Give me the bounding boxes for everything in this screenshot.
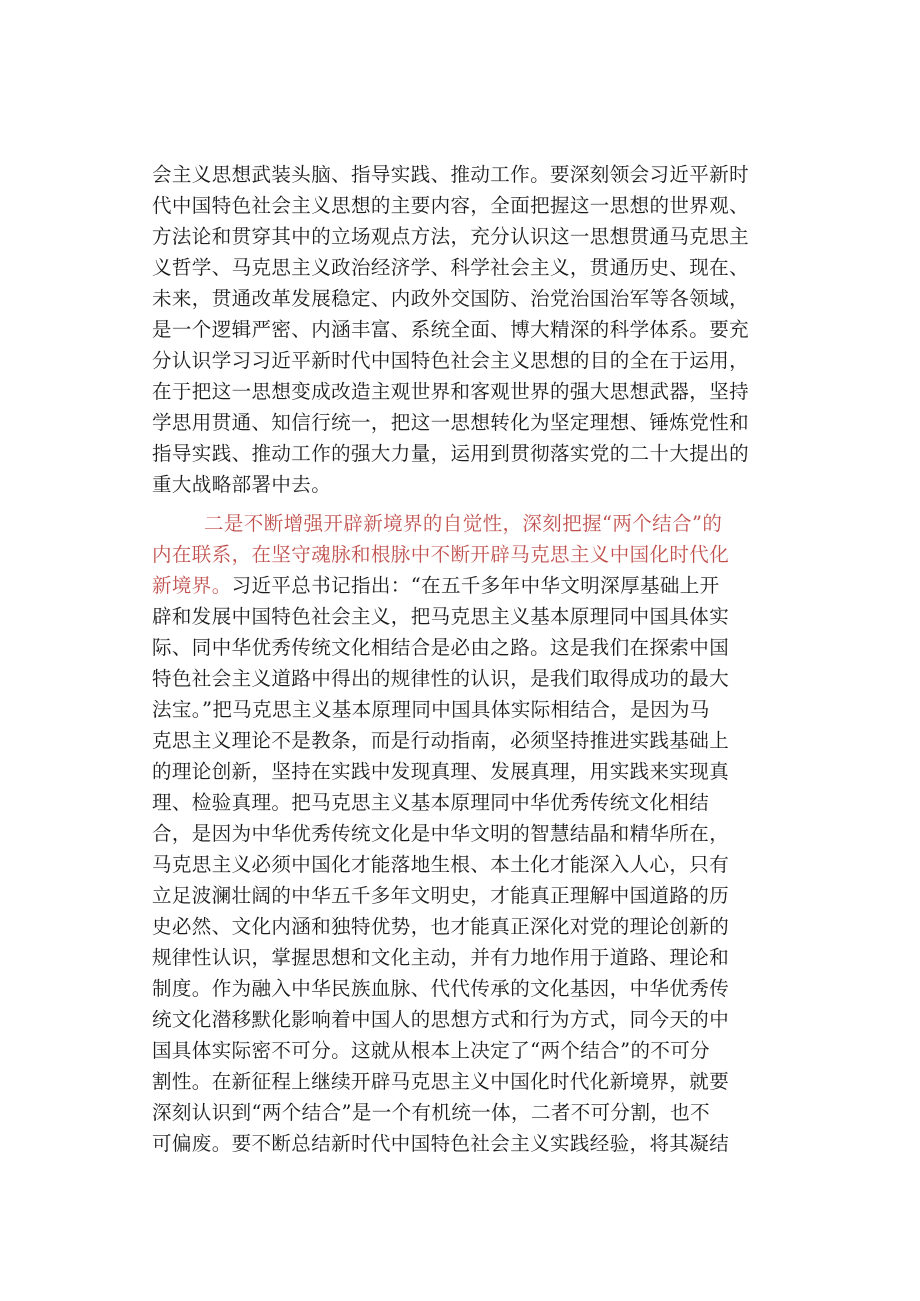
paragraph-line (152, 570, 752, 601)
paragraph-line: 合，是因为中华优秀传统文化是中华文明的智慧结晶和精华所在， (152, 822, 730, 845)
section-heading-line: 内在联系，在坚守魂脉和根脉中不断开辟马克思主义中国化时代化 (152, 543, 730, 566)
paragraph-line: 重大战略部署中去。 (152, 473, 332, 496)
paragraph-line: 义哲学、马克思主义政治经济学、科学社会主义，贯通历史、现在、 (152, 256, 750, 279)
section-heading-line: 二是不断增强开辟新境界的自觉性，深刻把握“两个结合”的 (204, 512, 723, 535)
section-heading-line: 新境界。 (152, 574, 232, 597)
paragraph-line: 统文化潜移默化影响着中国人的思想方式和行为方式，同今天的中 (152, 1008, 730, 1031)
paragraph-line: 克思主义理论不是教条，而是行动指南，必须坚持推进实践基础上 (152, 729, 730, 752)
paragraph-2 (152, 508, 752, 1159)
paragraph-line: 辟和发展中国特色社会主义，把马克思主义基本原理同中国具体实 (152, 605, 730, 628)
paragraph-line: 马克思主义必须中国化才能落地生根、本土化才能深入人心，只有 (152, 853, 730, 876)
paragraph-line: 理、检验真理。把马克思主义基本原理同中华优秀传统文化相结 (152, 791, 710, 814)
paragraph-1 (152, 159, 752, 500)
paragraph-text: 习近平总书记指出：“在五千多年中华文明深厚基础上开 (231, 574, 720, 597)
paragraph-line: 分认识学习习近平新时代中国特色社会主义思想的目的全在于运用， (152, 349, 750, 372)
paragraph-line: 学思用贯通、知信行统一，把这一思想转化为坚定理想、锤炼党性和 (152, 411, 750, 434)
paragraph-line: 深刻认识到“两个结合”是一个有机统一体，二者不可分割，也不 (152, 1101, 711, 1124)
paragraph-line: 史必然、文化内涵和独特优势，也才能真正深化对党的理论创新的 (152, 915, 730, 938)
paragraph-line: 方法论和贯穿其中的立场观点方法，充分认识这一思想贯通马克思主 (152, 225, 750, 248)
paragraph-line: 国具体实际密不可分。这就从根本上决定了“两个结合”的不可分 (152, 1039, 711, 1062)
paragraph-line: 代中国特色社会主义思想的主要内容，全面把握这一思想的世界观、 (152, 194, 750, 217)
paragraph-line: 会主义思想武装头脑、指导实践、推动工作。要深刻领会习近平新时 (152, 163, 750, 186)
paragraph-line: 规律性认识，掌握思想和文化主动，并有力地作用于道路、理论和 (152, 946, 730, 969)
paragraph-line: 是一个逻辑严密、内涵丰富、系统全面、博大精深的科学体系。要充 (152, 318, 750, 341)
paragraph-line: 法宝。”把马克思主义基本原理同中国具体实际相结合，是因为马 (152, 698, 710, 721)
paragraph-line: 在于把这一思想变成改造主观世界和客观世界的强大思想武器，坚持 (152, 380, 750, 403)
paragraph-line: 制度。作为融入中华民族血脉、代代传承的文化基因，中华优秀传 (152, 977, 730, 1000)
paragraph-line: 立足波澜壮阔的中华五千多年文明史，才能真正理解中国道路的历 (152, 884, 730, 907)
paragraph-line: 特色社会主义道路中得出的规律性的认识，是我们取得成功的最大 (152, 667, 730, 690)
paragraph-line: 割性。在新征程上继续开辟马克思主义中国化时代化新境界，就要 (152, 1070, 730, 1093)
paragraph-line: 的理论创新，坚持在实践中发现真理、发展真理，用实践来实现真 (152, 760, 730, 783)
paragraph-line: 际、同中华优秀传统文化相结合是必由之路。这是我们在探索中国 (152, 636, 730, 659)
paragraph-line: 可偏废。要不断总结新时代中国特色社会主义实践经验，将其凝结 (152, 1132, 730, 1155)
paragraph-line: 指导实践、推动工作的强大力量，运用到贯彻落实党的二十大提出的 (152, 442, 750, 465)
paragraph-line: 未来，贯通改革发展稳定、内政外交国防、治党治国治军等各领域， (152, 287, 750, 310)
